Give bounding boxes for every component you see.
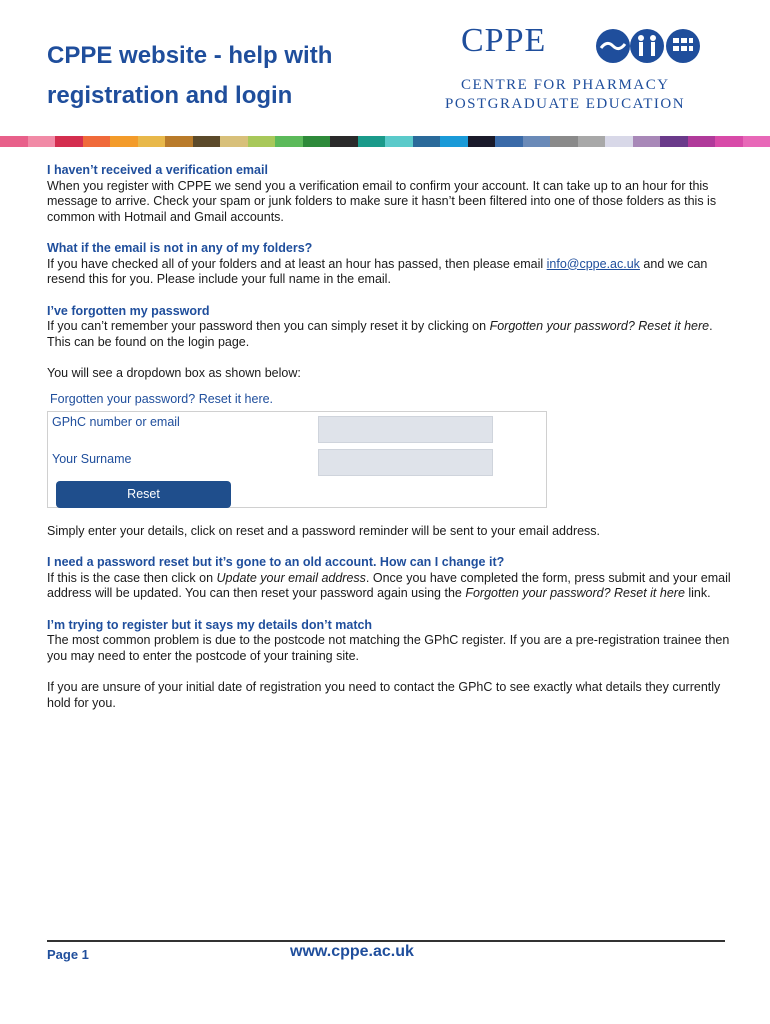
color-stripe-segment xyxy=(303,136,331,147)
italic-text: Forgotten your password? Reset it here xyxy=(465,586,685,600)
body-text: link. xyxy=(684,586,711,600)
color-stripe-segment xyxy=(413,136,441,147)
page-number: Page 1 xyxy=(47,947,89,962)
logo-subtitle-1: CENTRE FOR PHARMACY xyxy=(461,77,670,93)
color-stripe-segment xyxy=(385,136,413,147)
form-title: Forgotten your password? Reset it here. xyxy=(50,391,274,406)
logo-subtitle-2: POSTGRADUATE EDUCATION xyxy=(445,96,686,112)
color-stripe-segment xyxy=(715,136,743,147)
color-stripe-segment xyxy=(83,136,111,147)
main-content xyxy=(47,163,737,711)
body-text: If this is the case then click on xyxy=(47,570,217,585)
color-stripe-segment xyxy=(743,136,770,147)
body-text: If you have checked all of your folders and at least an hour has passed, then please email xyxy=(47,256,547,271)
section-heading: I need a password reset but it’s gone to an old account. How can I change it? xyxy=(47,555,505,569)
form-box xyxy=(47,411,547,508)
italic-text: Update your email address xyxy=(216,570,366,585)
color-stripe-segment xyxy=(660,136,688,147)
color-stripe-segment xyxy=(358,136,386,147)
body-text: If you can’t remember your password then you can simply reset it by clicking on xyxy=(47,319,490,333)
footer-divider xyxy=(47,940,725,942)
gphc-label: GPhC number or email xyxy=(52,414,180,429)
color-stripe-segment xyxy=(248,136,276,147)
reset-button[interactable]: Reset xyxy=(56,481,231,508)
italic-text: Forgotten your password? Reset it here xyxy=(489,319,710,333)
section-body xyxy=(47,571,737,602)
title-line-2: registration and login xyxy=(47,82,293,109)
section-body: You will see a dropdown box as shown below: xyxy=(47,366,301,380)
color-stripe-segment xyxy=(550,136,578,147)
color-stripe-segment xyxy=(110,136,138,147)
color-stripe-segment xyxy=(28,136,56,147)
section-body xyxy=(47,257,737,288)
body-text: and we can resend this for you. Please include your full name in the email. xyxy=(47,256,708,286)
color-stripe-segment xyxy=(605,136,633,147)
section-body: The most common problem is due to the postcode not matching the GPhC register. If you are a pre-registration trainee then you may need to enter the postcode of your training site. xyxy=(47,633,730,663)
color-stripe xyxy=(0,136,770,147)
body-text: . Once you have completed the form, press submit and your email address will be updated. You can then reset your password again using the xyxy=(47,570,731,600)
section-body: When you register with CPPE we send you a verification email to confirm your account. It can take up to an hour for this message to arrive. Check your spam or junk folders to make sure it hasn’t been filtered into one of those folders as this is common with Hotmail and Gmail accounts. xyxy=(47,178,717,224)
color-stripe-segment xyxy=(275,136,303,147)
color-stripe-segment xyxy=(138,136,166,147)
color-stripe-segment xyxy=(220,136,248,147)
color-stripe-segment xyxy=(330,136,358,147)
footer-url: www.cppe.ac.uk xyxy=(290,943,414,960)
surname-input[interactable] xyxy=(318,449,493,476)
section-body: Simply enter your details, click on reset and a password reminder will be sent to your email address. xyxy=(47,523,601,538)
email-link[interactable]: info@cppe.ac.uk xyxy=(546,256,640,271)
color-stripe-segment xyxy=(468,136,496,147)
section-heading: I haven’t received a verification email xyxy=(47,163,268,177)
logo-emblem-icon xyxy=(595,26,725,66)
color-stripe-segment xyxy=(0,136,28,147)
color-stripe-segment xyxy=(688,136,716,147)
title-line-1: CPPE website - help with xyxy=(47,42,333,69)
gphc-input[interactable] xyxy=(318,416,493,443)
section-body xyxy=(47,319,737,350)
section-heading: What if the email is not in any of my folders? xyxy=(47,241,313,255)
color-stripe-segment xyxy=(495,136,523,147)
reset-form-example xyxy=(47,392,547,510)
color-stripe-segment xyxy=(55,136,83,147)
page-title xyxy=(47,36,427,116)
color-stripe-segment xyxy=(440,136,468,147)
color-stripe-segment xyxy=(578,136,606,147)
section-heading: I’ve forgotten my password xyxy=(47,303,210,318)
cppe-logo xyxy=(445,22,735,117)
surname-label: Your Surname xyxy=(52,451,132,466)
color-stripe-segment xyxy=(193,136,221,147)
section-heading: I’m trying to register but it says my details don’t match xyxy=(47,617,373,632)
logo-wordmark: CPPE xyxy=(461,22,547,59)
color-stripe-segment xyxy=(165,136,193,147)
body-text: . This can be found on the login page. xyxy=(47,319,713,349)
section-body: If you are unsure of your initial date of registration you need to contact the GPhC to see exactly what details they currently hold for you. xyxy=(47,680,721,710)
color-stripe-segment xyxy=(633,136,661,147)
color-stripe-segment xyxy=(523,136,551,147)
